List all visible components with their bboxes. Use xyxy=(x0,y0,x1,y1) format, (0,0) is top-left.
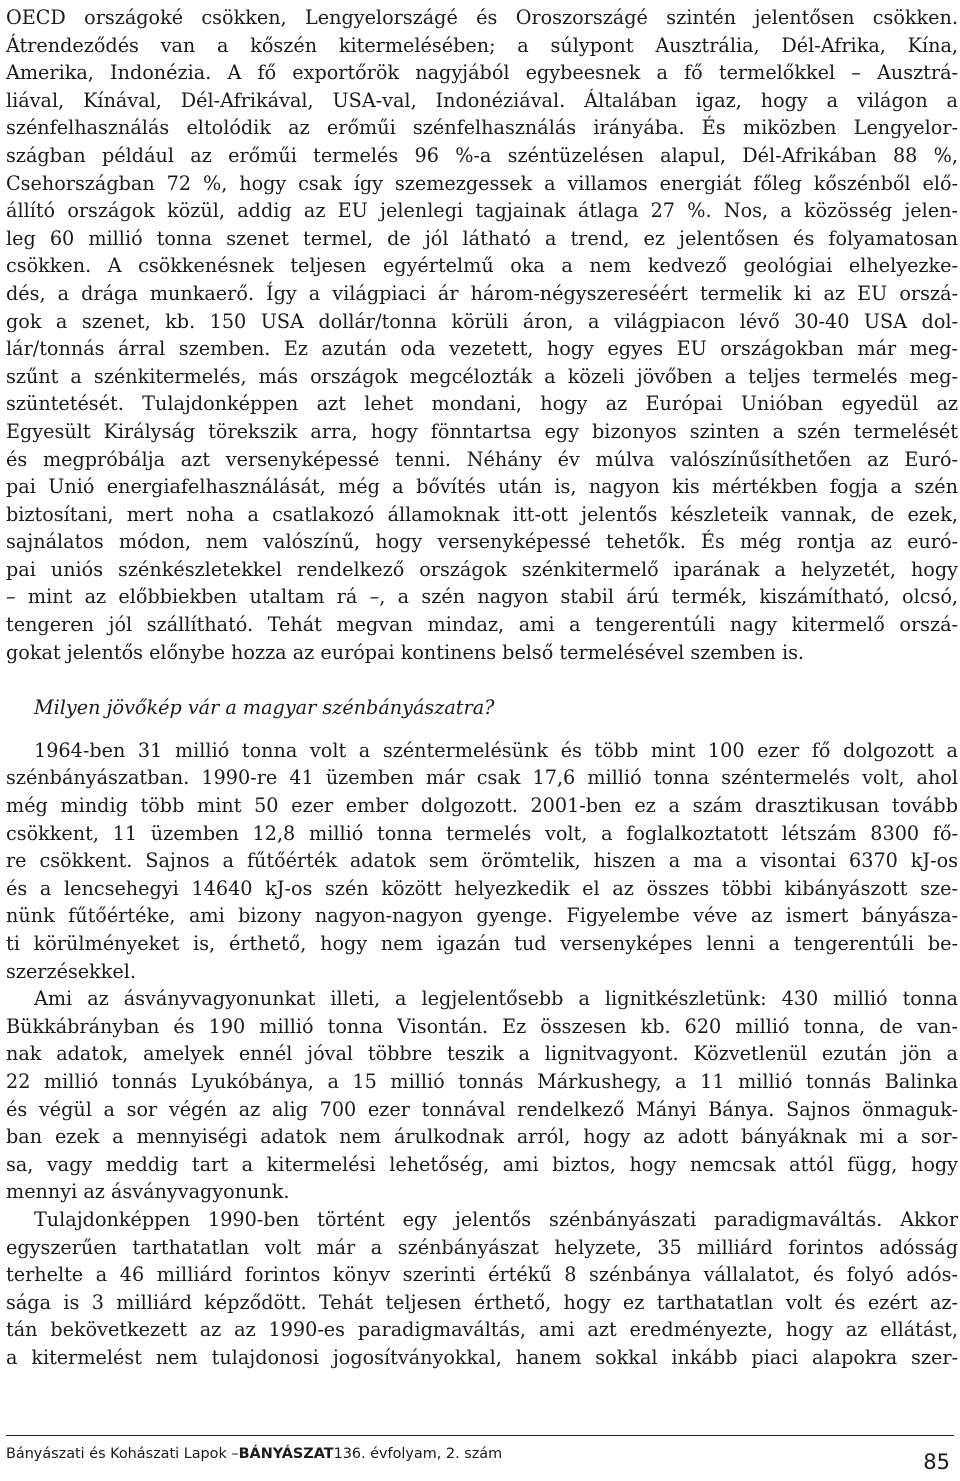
text-line: sa, vagy meddig tart a kitermelési lehetőség, ami biztos, hogy nemcsak attól függ, hogy xyxy=(6,1152,958,1176)
issue-info: 136. évfolyam, 2. szám xyxy=(333,1446,503,1462)
text-line: nak adatok, amelyek ennél jóval többre teszik a lignitvagyont. Közvetlenül ezután jön a xyxy=(6,1042,958,1066)
paragraph-1990 xyxy=(6,1206,958,1372)
text-line: sajnálatos módon, nem valószínű, hogy versenyképessé tehetők. És még rontja az euró- xyxy=(6,530,958,554)
text-line: állító országok közül, addig az EU jelenlegi tagjainak átlaga 27 %. Nos, a közösség jelen- xyxy=(6,199,958,223)
text-line: Bükkábrányban és 190 millió tonna Visontán. Ez összesen kb. 620 millió tonna, de van- xyxy=(6,1014,958,1038)
text-line: pai Unió energiafelhasználását, még a bővítés után is, nagyon kis mértékben fogja a szén xyxy=(6,475,958,499)
text-line: Ami az ásványvagyonunkat illeti, a legjelentősebb a lignitkészletünk: 430 millió tonna xyxy=(34,987,958,1011)
text-line: 1964-ben 31 millió tonna volt a széntermelésünk és több mint 100 ezer fő dolgozott a xyxy=(34,738,958,762)
text-line: szágban például az erőműi termelés 96 %-a széntüzelésen alapul, Dél-Afrikában 88 %, xyxy=(6,143,958,167)
text-line: mennyi az ásványvagyonunk. xyxy=(6,1180,290,1204)
text-line: és a lencsehegyi 14640 kJ-os szén között helyezkedik el az összes többi kibányászott sze- xyxy=(6,876,958,900)
paragraph-mineral-resources xyxy=(6,985,958,1206)
text-line: és végül a sor végén az alig 700 ezer tonnával rendelkező Mányi Bánya. Sajnos önmaguk- xyxy=(6,1097,958,1121)
text-line: gokat jelentős előnybe hozza az európai kontinens belső termelésével szemben is. xyxy=(6,640,805,664)
text-line: re csökkent. Sajnos a fűtőérték adatok sem örömtelik, hiszen a ma a visontai 6370 kJ-os xyxy=(6,849,958,873)
text-line: 22 millió tonnás Lyukóbánya, a 15 millió tonnás Márkushegy, a 11 millió tonnás Balinka xyxy=(6,1069,958,1093)
page-number: 85 xyxy=(923,1450,950,1474)
text-line: szűnt a szénkitermelés, más országok megcélozták a közeli jövőben a teljes termelés meg- xyxy=(6,364,958,388)
text-line: a kitermelést nem tulajdonosi jogosítványokkal, hanem sokkal inkább piaci alapokra szer- xyxy=(6,1345,958,1369)
text-line: ban ezek a mennyiségi adatok nem árulkodnak arról, hogy az adott bányáknak mi a sor- xyxy=(6,1125,958,1149)
text-line: Egyesült Királyság törekszik arra, hogy fönntartsa egy bizonyos szinten a szén termelését xyxy=(6,419,958,443)
article-body xyxy=(6,4,958,1372)
text-line: biztosítani, mert noha a csatlakozó államoknak itt-ott jelentős készleteik vannak, de ezek, xyxy=(6,502,958,526)
text-line: még mindig több mint 50 ezer ember dolgozott. 2001-ben ez a szám drasztikusan tovább xyxy=(6,794,958,818)
section-heading: Milyen jövőkép vár a magyar szénbányászatra? xyxy=(34,696,495,720)
text-line: dés, a drága munkaerő. Így a világpiaci ár három-négyszereséért termelik ki az EU orszá- xyxy=(6,281,958,305)
text-line: ti körülményeket is, érthető, hogy nem igazán tud versenyképes lenni a tengerentúli be- xyxy=(6,932,958,955)
text-line: Csehországban 72 %, hogy csak így szemezgessek a villamos energiát főleg kőszénből elő- xyxy=(6,171,958,195)
text-line: nünk fűtőértéke, ami bizony nagyon-nagyon gyenge. Figyelembe véve az ismert bányásza- xyxy=(6,904,958,928)
paragraph-1964 xyxy=(6,737,958,985)
text-line: OECD országoké csökken, Lengyelországé és Oroszországé szintén jelentősen csökken. xyxy=(6,6,958,29)
footer-divider xyxy=(6,1435,954,1436)
text-line: – mint az előbbiekben utaltam rá –, a szén nagyon stabil árú termék, kiszámítható, olcsó, xyxy=(6,585,958,609)
text-line: egyszerűen tarthatatlan volt már a szénbányászat helyzete, 35 milliárd forintos adósság xyxy=(6,1235,958,1259)
text-line: gok a szenet, kb. 150 USA dollár/tonna körüli áron, a világpiacon lévő 30-40 USA dol- xyxy=(6,309,958,333)
text-line: csökkent, 11 üzemben 12,8 millió tonna termelés volt, a foglalkoztatott létszám 8300 fő- xyxy=(6,821,958,845)
text-line: tengeren jól szállítható. Tehát megvan mindaz, ami a tengerentúli nagy kitermelő orszá- xyxy=(6,613,958,637)
text-line: sága is 3 milliárd képződött. Tehát teljesen érthető, hogy ez tarthatatlan volt és ezért az- xyxy=(6,1290,958,1314)
text-line: szénbányászatban. 1990-re 41 üzemben már csak 17,6 millió tonna széntermelés volt, ahol xyxy=(6,766,958,790)
text-line: és megpróbálja azt versenyképessé tenni. Néhány év múlva valószínűsíthetően az Euró- xyxy=(6,447,958,471)
text-line: Átrendeződés van a kőszén kitermelésében; a súlypont Ausztrália, Dél-Afrika, Kína, xyxy=(6,33,958,57)
text-line: tán bekövetkezett az az 1990-es paradigmaváltás, ami azt eredményezte, hogy az ellátást, xyxy=(6,1318,958,1342)
journal-name: Bányászati és Kohászati Lapok – xyxy=(6,1446,239,1462)
text-line: liával, Kínával, Dél-Afrikával, USA-val, Indonéziával. Általában igaz, hogy a világon a xyxy=(6,88,958,112)
text-line: szerzésekkel. xyxy=(6,959,136,983)
text-line: csökken. A csökkenésnek teljesen egyértelmű oka a nem kedvező geológiai elhelyezke- xyxy=(6,254,958,278)
page-footer xyxy=(6,1446,954,1474)
text-line: szüntetését. Tulajdonképpen azt lehet mondani, hogy az Európai Unióban egyedül az xyxy=(6,392,958,416)
text-line: leg 60 millió tonna szenet termel, de jól látható a trend, ez jelentősen és folyamatosan xyxy=(6,226,958,250)
text-line: terhelte a 46 milliárd forintos könyv szerinti értékű 8 szénbánya vállalatot, és folyó adós- xyxy=(6,1263,958,1287)
text-line: szénfelhasználás eltolódik az erőműi szénfelhasználás irányába. És miközben Lengyelor- xyxy=(6,116,958,140)
text-line: Tulajdonképpen 1990-ben történt egy jelentős szénbányászati paradigmaváltás. Akkor xyxy=(34,1207,958,1231)
text-line: Amerika, Indonézia. A fő exportőrök nagyjából egybeesnek a fő termelőkkel – Ausztrá- xyxy=(6,61,958,85)
text-line: pai uniós szénkészletekkel rendelkező országok szénkitermelő iparának a helyzetét, hogy xyxy=(6,557,958,581)
magazine-name: BÁNYÁSZAT xyxy=(238,1446,334,1462)
paragraph-intro xyxy=(6,4,958,666)
text-line: lár/tonnás árral szemben. Ez azután oda vezetett, hogy egyes EU országokban már meg- xyxy=(6,337,958,361)
